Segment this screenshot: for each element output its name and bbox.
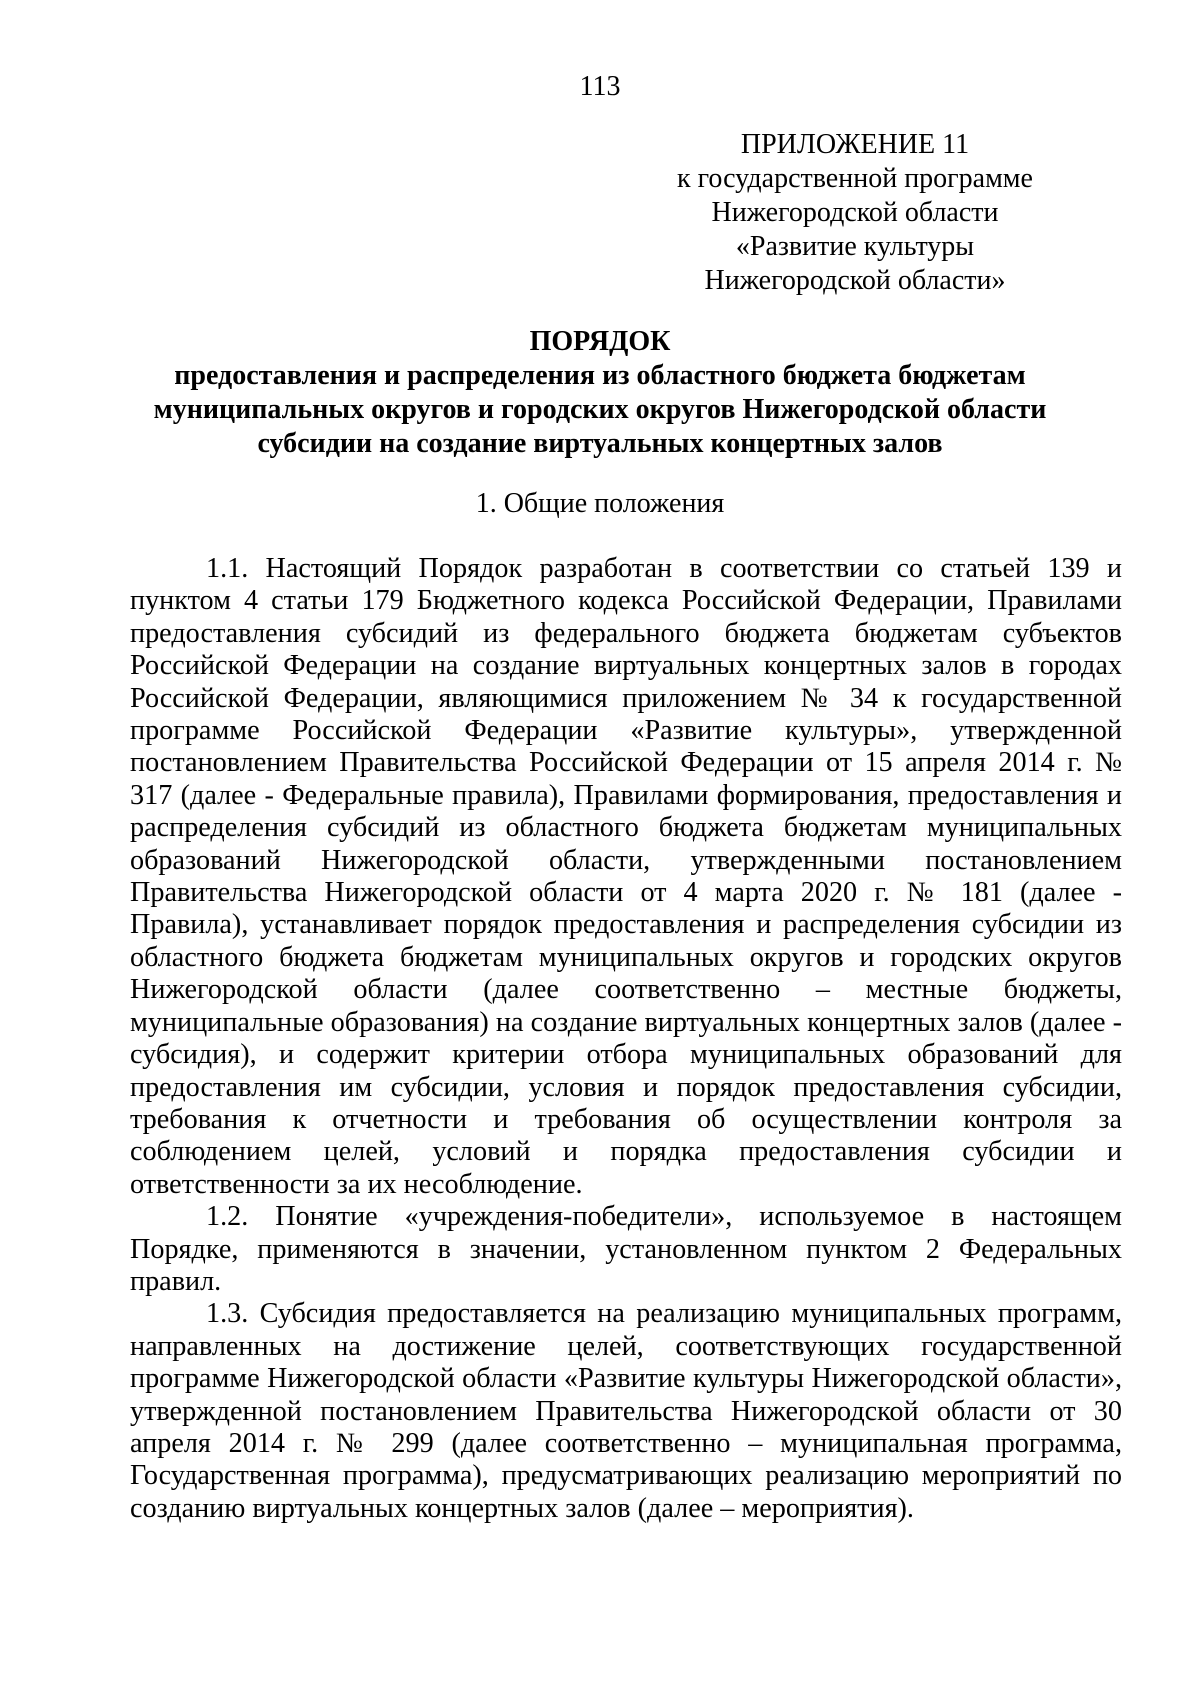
title-line: муниципальных округов и городских округов Нижегородской области xyxy=(153,394,1047,425)
appendix-line: Нижегородской области» xyxy=(704,265,1006,296)
appendix-line: Нижегородской области xyxy=(711,197,999,228)
document-title xyxy=(130,325,1070,461)
appendix-block xyxy=(660,128,1050,298)
paragraph: 1.2. Понятие «учреждения-победители», используемое в настоящем Порядке, применяются в значении, установленном пунктом 2 Федеральных правил. xyxy=(130,1201,1122,1297)
appendix-line: ПРИЛОЖЕНИЕ 11 xyxy=(740,129,970,160)
paragraph: 1.3. Субсидия предоставляется на реализацию муниципальных программ, направленных на достижение целей, соответствующих государственной программе Нижегородской области «Развитие культуры Нижегородской области», утвержденной постановлением Правительства Нижегородской области от 30 апреля 2014 г. № 299 (далее соответственно – муниципальная программа, Государственная программа), предусматривающих реализацию мероприятий по созданию виртуальных концертных залов (далее – мероприятия). xyxy=(130,1298,1122,1524)
section-heading: 1. Общие положения xyxy=(475,488,725,519)
section-body xyxy=(130,553,1122,1525)
title-line: предоставления и распределения из областного бюджета бюджетам xyxy=(174,360,1026,391)
page-number: 113 xyxy=(579,71,621,102)
title-heading: ПОРЯДОК xyxy=(529,326,671,357)
paragraph: 1.1. Настоящий Порядок разработан в соответствии со статьей 139 и пунктом 4 статьи 179 Бюджетного кодекса Российской Федерации, Правилами предоставления субсидий из федерального бюджета бюджетам субъектов Российской Федерации на создание виртуальных концертных залов в городах Российской Федерации, являющимися приложением № 34 к государственной программе Российской Федерации «Развитие культуры», утвержденной постановлением Правительства Российской Федерации от 15 апреля 2014 г. № 317 (далее - Федеральные правила), Правилами формирования, предоставления и распределения субсидий из областного бюджета бюджетам муниципальных образований Нижегородской области, утвержденными постановлением Правительства Нижегородской области от 4 марта 2020 г. № 181 (далее - Правила), устанавливает порядок предоставления и распределения субсидии из областного бюджета бюджетам муниципальных округов и городских округов Нижегородской области (далее соответственно – местные бюджеты, муниципальные образования) на создание виртуальных концертных залов (далее - субсидия), и содержит критерии отбора муниципальных образований для предоставления им субсидии, условия и порядок предоставления субсидии, требования к отчетности и требования об осуществлении контроля за соблюдением целей, условий и порядка предоставления субсидии и ответственности за их несоблюдение. xyxy=(130,553,1122,1200)
appendix-line: к государственной программе xyxy=(677,163,1033,194)
appendix-line: «Развитие культуры xyxy=(735,231,975,262)
title-line: субсидии на создание виртуальных концертных залов xyxy=(257,428,943,459)
